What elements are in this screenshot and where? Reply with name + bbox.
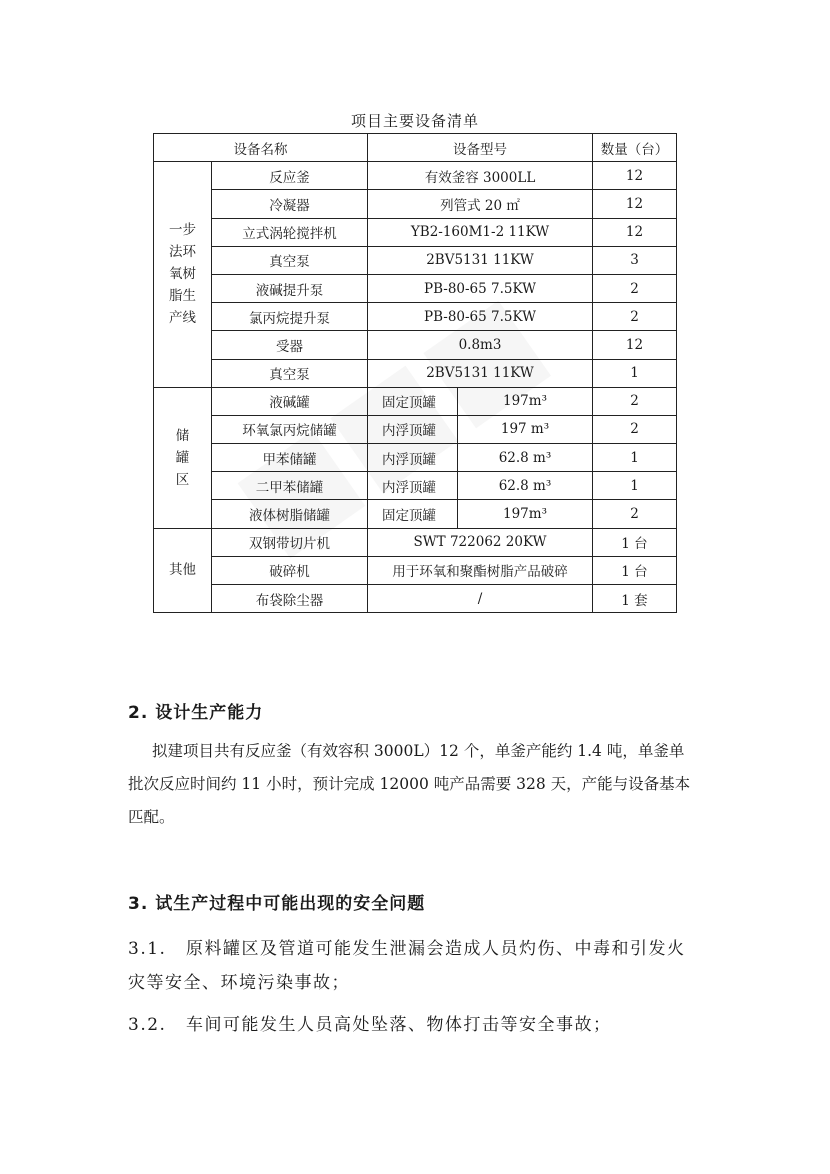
row-name: 液碱提升泵 xyxy=(212,274,368,302)
row-tank-type: 内浮顶罐 xyxy=(368,415,458,443)
row-name: 破碎机 xyxy=(212,556,368,584)
row-qty: 12 xyxy=(593,218,677,246)
list-item-number: 3.2. xyxy=(128,1015,167,1035)
row-qty: 12 xyxy=(593,331,677,359)
table-row xyxy=(154,246,677,274)
group-label-tank-area: 储 罐 区 xyxy=(154,387,212,528)
row-name: 反应釜 xyxy=(212,162,368,190)
row-qty: 2 xyxy=(593,415,677,443)
row-name: 液体树脂储罐 xyxy=(212,500,368,528)
row-model: 有效釜容 3000LL xyxy=(368,162,593,190)
table-row xyxy=(154,218,677,246)
section-2-paragraph xyxy=(128,735,708,834)
row-name: 二甲苯储罐 xyxy=(212,472,368,500)
section-3-heading: 3. 试生产过程中可能出现的安全问题 xyxy=(128,894,426,914)
table-title: 项目主要设备清单 xyxy=(350,112,479,130)
row-qty: 1 台 xyxy=(593,528,677,556)
row-qty: 1 台 xyxy=(593,556,677,584)
table-row xyxy=(154,387,677,415)
row-qty: 2 xyxy=(593,500,677,528)
list-item-text: 原料罐区及管道可能发生泄漏会造成人员灼伤、中毒和引发火 xyxy=(186,939,686,959)
row-name: 氯丙烷提升泵 xyxy=(212,303,368,331)
row-name: 受器 xyxy=(212,331,368,359)
row-qty: 1 xyxy=(593,444,677,472)
row-volume: 197 m³ xyxy=(458,415,593,443)
row-name: 冷凝器 xyxy=(212,190,368,218)
row-model: YB2-160M1-2 11KW xyxy=(368,218,593,246)
table-row xyxy=(154,472,677,500)
paragraph-line: 拟建项目共有反应釜（有效容积 3000L）12 个，单釜产能约 1.4 吨，单釜单 xyxy=(152,742,685,760)
row-model: PB-80-65 7.5KW xyxy=(368,303,593,331)
list-item xyxy=(128,1008,713,1042)
row-tank-type: 固定顶罐 xyxy=(368,387,458,415)
equipment-table xyxy=(153,133,677,613)
row-model: SWT 722062 20KW xyxy=(368,528,593,556)
header-model: 设备型号 xyxy=(368,134,593,162)
row-name: 布袋除尘器 xyxy=(212,585,368,613)
row-name: 液碱罐 xyxy=(212,387,368,415)
table-row xyxy=(154,190,677,218)
list-item-text: 车间可能发生人员高处坠落、物体打击等安全事故； xyxy=(186,1015,612,1035)
row-name: 环氧氯丙烷储罐 xyxy=(212,415,368,443)
row-name: 真空泵 xyxy=(212,246,368,274)
row-tank-type: 内浮顶罐 xyxy=(368,444,458,472)
list-item-number: 3.1. xyxy=(128,939,167,959)
row-name: 甲苯储罐 xyxy=(212,444,368,472)
paragraph-line: 批次反应时间约 11 小时，预计完成 12000 吨产品需要 328 天，产能与设备基本 xyxy=(128,775,691,793)
list-item xyxy=(128,932,713,1000)
row-qty: 1 套 xyxy=(593,585,677,613)
table-row xyxy=(154,415,677,443)
list-item-text-continued: 灾等安全、环境污染事故； xyxy=(128,973,350,993)
row-volume: 197m³ xyxy=(458,500,593,528)
header-name: 设备名称 xyxy=(154,134,368,162)
row-volume: 62.8 m³ xyxy=(458,472,593,500)
table-row xyxy=(154,444,677,472)
row-model: 2BV5131 11KW xyxy=(368,246,593,274)
header-qty: 数量（台） xyxy=(593,134,677,162)
table-row xyxy=(154,331,677,359)
table-header-row xyxy=(154,134,677,162)
row-qty: 1 xyxy=(593,359,677,387)
row-model: 0.8m3 xyxy=(368,331,593,359)
row-qty: 12 xyxy=(593,162,677,190)
table-row xyxy=(154,585,677,613)
table-row xyxy=(154,274,677,302)
row-name: 双钢带切片机 xyxy=(212,528,368,556)
row-volume: 197m³ xyxy=(458,387,593,415)
paragraph-line: 匹配。 xyxy=(128,808,175,826)
section-2-heading: 2. 设计生产能力 xyxy=(128,703,264,723)
table-row xyxy=(154,359,677,387)
row-qty: 3 xyxy=(593,246,677,274)
table-row xyxy=(154,556,677,584)
row-qty: 2 xyxy=(593,303,677,331)
row-tank-type: 内浮顶罐 xyxy=(368,472,458,500)
table-row xyxy=(154,500,677,528)
row-qty: 12 xyxy=(593,190,677,218)
group-label-other: 其他 xyxy=(154,528,212,613)
row-model: PB-80-65 7.5KW xyxy=(368,274,593,302)
row-model: 2BV5131 11KW xyxy=(368,359,593,387)
row-qty: 2 xyxy=(593,387,677,415)
group-label-production-line: 一步 法环 氧树 脂生 产线 xyxy=(154,162,212,388)
row-model: / xyxy=(368,585,593,613)
row-tank-type: 固定顶罐 xyxy=(368,500,458,528)
row-qty: 2 xyxy=(593,274,677,302)
table-row xyxy=(154,303,677,331)
row-qty: 1 xyxy=(593,472,677,500)
row-name: 立式涡轮搅拌机 xyxy=(212,218,368,246)
row-model: 列管式 20 ㎡ xyxy=(368,190,593,218)
table-row xyxy=(154,528,677,556)
row-model: 用于环氧和聚酯树脂产品破碎 xyxy=(368,556,593,584)
row-volume: 62.8 m³ xyxy=(458,444,593,472)
table-row xyxy=(154,162,677,190)
row-name: 真空泵 xyxy=(212,359,368,387)
